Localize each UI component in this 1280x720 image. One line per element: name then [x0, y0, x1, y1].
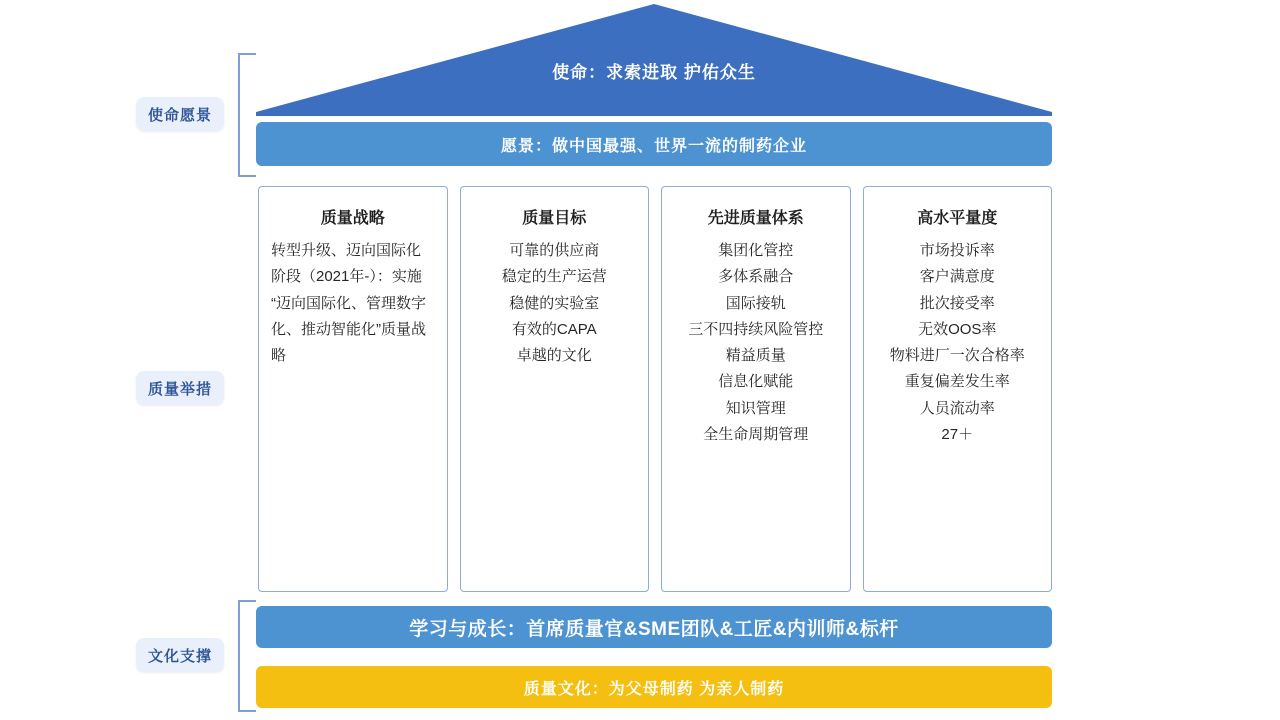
pillar-item: 物料进厂一次合格率 [889, 347, 1025, 364]
pillar-advanced-quality-system [661, 186, 851, 592]
pillar-item: 人员流动率 [919, 399, 995, 417]
quality-culture-bar [256, 666, 1052, 708]
pillar-item: 无效OOS率 [918, 320, 997, 338]
pillar-item: 市场投诉率 [919, 242, 995, 259]
side-label-quality-text: 质量举措 [147, 380, 212, 398]
side-label-mission-text: 使命愿景 [147, 106, 212, 124]
pillar-item: 精益质量 [725, 347, 786, 364]
learning-growth-text: 学习与成长：首席质量官&SME团队&工匠&内训师&标杆 [409, 618, 899, 640]
quality-culture-text: 质量文化：为父母制药 为亲人制药 [523, 680, 785, 698]
side-label-culture [136, 638, 224, 672]
pillar-title: 质量战略 [320, 210, 385, 227]
pillar-title: 高水平量度 [917, 210, 998, 227]
side-label-quality [136, 371, 224, 405]
pillar-title: 先进质量体系 [707, 210, 804, 227]
pillar-item: 集团化管控 [718, 242, 794, 259]
vision-text: 愿景：做中国最强、世界一流的制药企业 [500, 137, 807, 155]
pillar-container [258, 186, 1052, 592]
mission-statement: 使命：求索进取 护佑众生 [552, 63, 756, 82]
bracket-culture [238, 600, 256, 712]
pillar-body [469, 238, 641, 369]
pillar-quality-goal [460, 186, 650, 592]
pillar-item: 客户满意度 [919, 268, 995, 286]
learning-growth-bar [256, 606, 1052, 648]
pillar-item: 多体系融合 [718, 268, 794, 286]
pillar-quality-strategy [258, 186, 448, 592]
pillar-item: 有效的CAPA [511, 320, 597, 338]
pillar-item: 全生命周期管理 [703, 425, 809, 443]
pillar-body [872, 238, 1044, 448]
pillar-item: 稳健的实验室 [509, 294, 600, 312]
pillar-high-level-metrics [863, 186, 1053, 592]
side-label-mission [136, 97, 224, 131]
pillar-title: 质量目标 [522, 210, 587, 227]
pillar-item: 卓越的文化 [516, 347, 592, 364]
pillar-item: 信息化赋能 [718, 373, 794, 391]
pillar-item: 三不四持续风险管控 [688, 320, 824, 338]
vision-bar [256, 122, 1052, 166]
pillar-item: 重复偏差发生率 [904, 373, 1010, 391]
pillar-item: 国际接轨 [725, 294, 786, 312]
side-label-culture-text: 文化支撑 [147, 647, 212, 665]
pillar-item: 批次接受率 [919, 294, 995, 312]
pillar-item: 可靠的供应商 [509, 242, 600, 259]
pillar-body [670, 238, 842, 448]
pillar-body [267, 238, 439, 369]
pillar-item: 27＋ [941, 425, 974, 443]
pillar-item: 稳定的生产运营 [501, 268, 607, 286]
pillar-item: 知识管理 [725, 399, 786, 417]
pillar-item: 转型升级、迈向国际化阶段（2021年-）：实施“迈向国际化、管理数字化、推动智能化”质量战略 [271, 242, 426, 364]
bracket-mission [238, 53, 256, 177]
